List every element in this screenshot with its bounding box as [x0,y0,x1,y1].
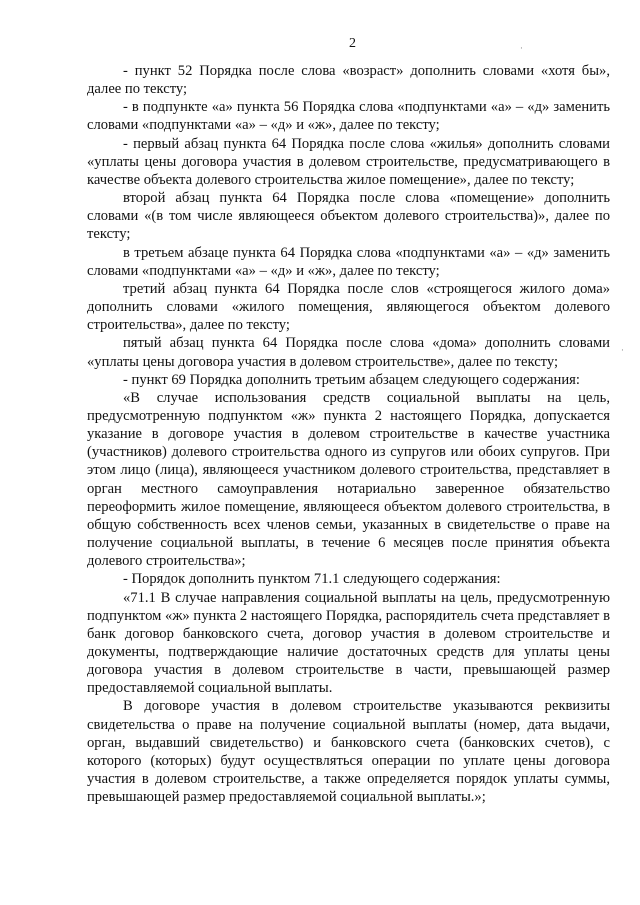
paragraph-item-64-fifth: пятый абзац пункта 64 Порядка после слова «дома» дополнить словами «уплаты цены договора участия в долевом строительстве», далее по тексту; [87,335,610,370]
paragraph-item-71-1: - Порядок дополнить пунктом 71.1 следующего содержания: [123,571,501,588]
paragraph-item-69-quote: «В случае использования средств социальной выплаты на цель, предусмотренную подпунктом «ж» пункта 2 настоящего Порядка, допускается указание в договоре участия в долевом строительстве в качестве участника (участников) долевого строительства одного из супругов или обоих супругов. При этом лицо (лица), являющееся участником долевого строительства, представляет в орган местного самоуправления нотариально заверенное обязательство переоформить жилое помещение, являющееся объектом долевого строительства, в общую собственность всех членов семьи, указанных в свидетельстве о праве на получение социальной выплаты, в течение 6 месяцев после принятия объекта долевого строительства»; [87,389,610,570]
paragraph-item-56: - в подпункте «а» пункта 56 Порядка слова «подпунктами «а» – «д» заменить словами «подпунктами «а» – «д» и «ж», далее по тексту; [87,99,610,134]
document-body [87,62,610,806]
paragraph-item-71-1-contract: В договоре участия в долевом строительстве указываются реквизиты свидетельства о праве на получение социальной выплаты (номер, дата выдачи, орган, выдавший свидетельство) и банковского счета (банковских счетов), с которого (которых) будут осуществляться операции по уплате цены договора участия в долевом строительстве, а также определяется порядок уплаты суммы, превышающей размер предоставляемой социальной выплаты.»; [87,698,610,806]
paragraph-item-64-first: - первый абзац пункта 64 Порядка после слова «жилья» дополнить словами «уплаты цены договора участия в долевом строительстве, предусматривающего в качестве объекта долевого строительства жилое помещение», далее по тексту; [87,135,610,188]
paragraph-item-69: - пункт 69 Порядка дополнить третьим абзацем следующего содержания: [123,371,580,388]
paragraph-item-64-third-b: третий абзац пункта 64 Порядка после слов «строящегося жилого дома» дополнить словами «жилого помещения, являющегося объектом долевого строительства», далее по тексту; [87,280,610,334]
margin-speck: · [520,44,523,54]
paragraph-item-52: - пункт 52 Порядка после слова «возраст» дополнить словами «хотя бы», далее по тексту; [87,63,610,98]
paragraph-item-71-1-quote: «71.1 В случае направления социальной выплаты на цель, предусмотренную подпунктом «ж» пункта 2 настоящего Порядка, распорядитель счета представляет в банк договор банковского счета, договор участия в долевом строительстве и документы, подтверждающие наличие достаточных средств для уплаты цены договора участия в долевом строительстве в части, превышающей размер предоставляемой социальной выплаты. [87,589,610,697]
paragraph-item-64-second: второй абзац пункта 64 Порядка после слова «помещение» дополнить словами «(в том числе являющееся объектом долевого строительства)», далее по тексту; [87,190,610,243]
page-number: 2 [349,36,356,51]
margin-speck: · [621,346,624,356]
paragraph-item-64-third-a: в третьем абзаце пункта 64 Порядка слова «подпунктами «а» – «д» заменить словами «подпунктами «а» – «д» и «ж», далее по тексту; [87,244,610,279]
